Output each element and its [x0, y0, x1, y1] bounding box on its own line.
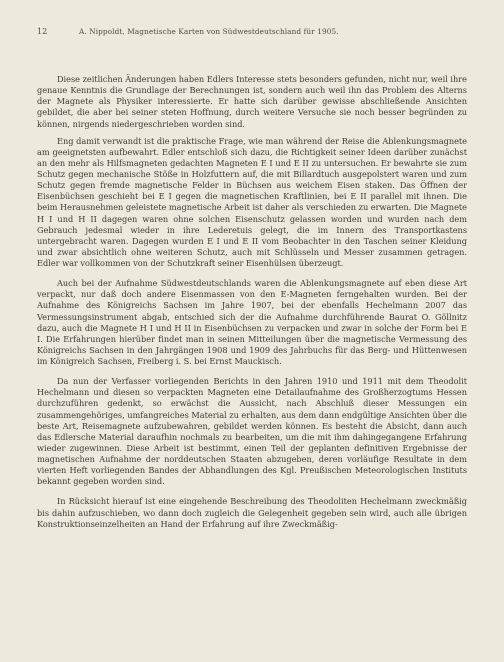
page-number: 12 [37, 27, 48, 36]
paragraph-5: In Rücksicht hierauf ist eine eingehende Beschreibung des Theodoliten Hechelmann zweckmäßig bis dahin aufzuschieben, wo dann doch zugleich die Gelegenheit gegeben sein wird, auch alle übrigen Konstruktionseinzelheiten an Hand der Erfahrung auf ihre Zweckmäßig- [37, 496, 467, 529]
running-head: A. Nippoldt, Magnetische Karten von Südwestdeutschland für 1905. [79, 27, 339, 36]
paragraph-1: Diese zeitlichen Änderungen haben Edlers Interesse stets besonders gefunden, nicht nur, weil ihre genaue Kenntnis die Grundlage der Berechnungen ist, sondern auch weil ihn das Problem des Alterns der Magnete als Physiker interessierte. Er hatte sich darüber gewisse abschließende Ansichten gebildet, die aber bei seiner steten Hoffnung, durch weitere Versuche sie noch besser begründen zu können, nirgends niedergeschrieben worden sind. [37, 74, 467, 129]
paragraph-2: Eng damit verwandt ist die praktische Frage, wie man während der Reise die Ablenkungsmagnete am geeignetsten aufbewahrt. Edler entschloß sich dazu, die Richtigkeit seiner Ideen darüber zunächst an den mehr als Hilfsmagneten gedachten Magneten E I und E II zu untersuchen. Er bewahrte sie zum Schutz gegen mechanische Stöße in Holzfuttern auf, die mit Billardtuch ausgepolstert waren und zum Schutz gegen fremde magnetische Felder in Büchsen aus weichem Eisen staken. Das Öffnen der Eisenbüchsen geschieht bei E I gegen die magnetischen Kraftlinien, bei E II parallel mit ihnen. Die beim Herausnehmen geleistete magnetische Arbeit ist daher als verschieden zu erwarten. Die Magnete H I und H II dagegen waren ohne solchen Eisenschutz gelassen worden und wurden nach dem Gebrauch jedesmal wieder in ihre Lederetuis gelegt, die im Innern des Transportkastens untergebracht waren. Dagegen wurden E I und E II vom Beobachter in den Taschen seiner Kleidung und zwar absichtlich ohne weiteren Schutz, auch mit Schlüsseln und Messer zusammen getragen. Edler war vollkommen von der Schutzkraft seiner Eisenhülsen überzeugt. [37, 135, 467, 268]
paragraph-4: Da nun der Verfasser vorliegenden Berichts in den Jahren 1910 und 1911 mit dem Theodolit Hechelmann und diesen so verpackten Magneten eine Detailaufnahme des Großherzogtums Hessen durchzuführen gedenkt, so erwächst die Aussicht, nach Abschluß dieser Messungen ein zusammengehöriges, umfangreiches Material zu erhalten, aus dem dann endgültige Ansichten über die beste Art, Reisemagnete aufzubewahren, gebildet werden können. Es besteht die Absicht, dann auch das Edlersche Material daraufhin nochmals zu bearbeiten, um die mit ihm dahingegangene Erfahrung wieder zugewinnen. Diese Arbeit ist bestimmt, einen Teil der geplanten definitiven Ergebnisse der magnetischen Aufnahme der norddeutschen Staaten abzugeben, deren vorläufige Resultate in dem vierten Heft vorliegenden Bandes der Abhandlungen des Kgl. Preußischen Meteorologischen Instituts bekannt gegeben worden sind. [37, 376, 467, 487]
paragraph-3: Auch bei der Aufnahme Südwestdeutschlands waren die Ablenkungsmagnete auf eben diese Art verpackt, nur daß doch andere Eisenmassen von den E-Magneten ferngehalten wurden. Bei der Aufnahme des Königreichs Sachsen im Jahre 1907, bei der ebenfalls Hechelmann 2007 das Vermessungsinstrument abgab, entschied sich der die Aufnahme durchführende Baurat O. Göllnitz dazu, auch die Magnete H I und H II in Eisenbüchsen zu verpacken und zwar in solche der Form bei E I. Die Erfahrungen hierüber findet man in seinen Mitteilungen über die magnetische Vermessung des Königreichs Sachsen in den Jahrgängen 1908 und 1909 des Jahrbuchs für das Berg- und Hüttenwesen im Königreich Sachsen, Freiberg i. S. bei Ernst Mauckisch. [37, 278, 467, 366]
body-text [37, 74, 467, 536]
